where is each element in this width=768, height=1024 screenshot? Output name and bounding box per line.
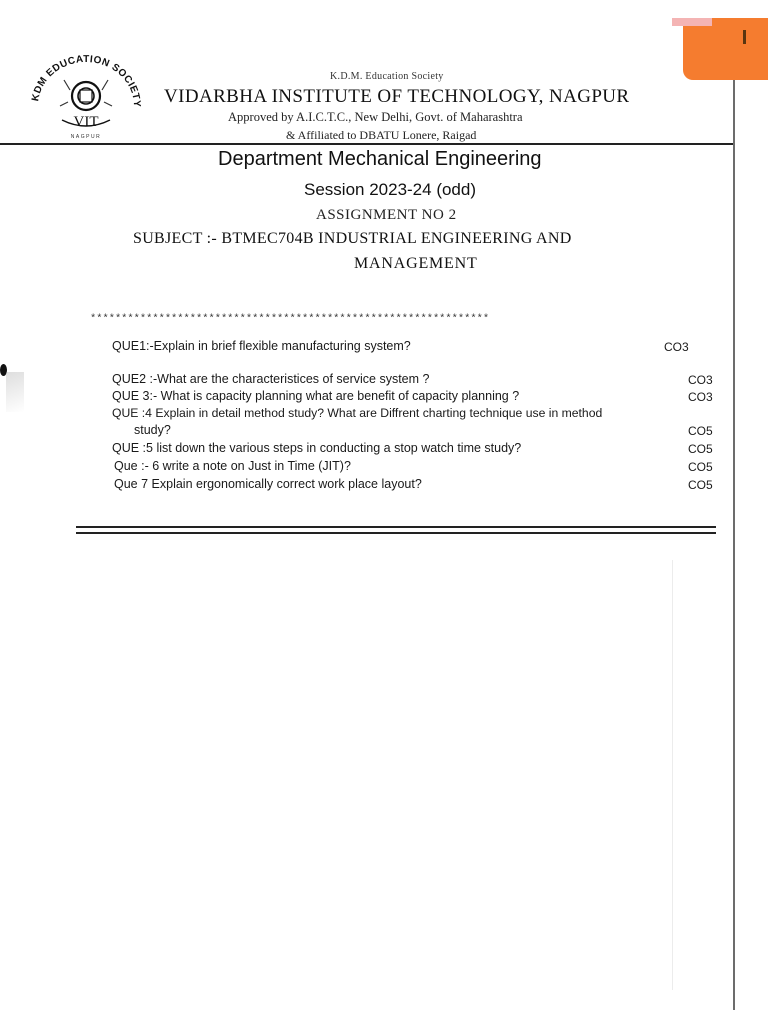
- scan-smudge: [6, 372, 24, 412]
- scan-tab-mark: [743, 30, 746, 44]
- approval-line: Approved by A.I.C.T.C., New Delhi, Govt. of Maharashtra: [228, 110, 523, 124]
- footer-divider-bottom: [76, 532, 716, 534]
- question-6: Que :- 6 write a note on Just in Time (JIT)?: [114, 459, 351, 473]
- question-7: Que 7 Explain ergonomically correct work place layout?: [114, 477, 422, 491]
- session-title: Session 2023-24 (odd): [304, 180, 477, 199]
- question-2-co: CO3: [688, 373, 713, 387]
- svg-text:NAGPUR: NAGPUR: [70, 134, 102, 140]
- assignment-number: ASSIGNMENT NO 2: [316, 207, 457, 223]
- question-3-co: CO3: [688, 390, 713, 404]
- scan-faint-line: [672, 560, 673, 990]
- svg-text:KDM EDUCATION SOCIETY: KDM EDUCATION SOCIETY: [30, 53, 143, 108]
- question-2: QUE2 :-What are the characteristices of service system ?: [112, 372, 430, 386]
- society-name: K.D.M. Education Society: [330, 71, 444, 82]
- department-title: Department Mechanical Engineering: [218, 148, 542, 170]
- question-6-co: CO5: [688, 460, 713, 474]
- scan-color-tab: [683, 18, 768, 80]
- header-divider: [0, 143, 733, 145]
- page-edge: [733, 25, 735, 1010]
- question-5-co: CO5: [688, 442, 713, 456]
- institute-logo: [26, 50, 146, 140]
- question-3: QUE 3:- What is capacity planning what are benefit of capacity planning ?: [112, 389, 520, 403]
- institute-name: VIDARBHA INSTITUTE OF TECHNOLOGY, NAGPUR: [164, 86, 630, 107]
- question-4: QUE :4 Explain in detail method study? What are Diffrent charting technique use in method: [112, 406, 603, 420]
- question-4-co: CO5: [688, 424, 713, 438]
- footer-divider-top: [76, 526, 716, 528]
- affiliation-line: & Affiliated to DBATU Lonere, Raigad: [286, 128, 477, 142]
- question-1-co: CO3: [664, 340, 689, 354]
- subject-line-continued: MANAGEMENT: [354, 255, 478, 272]
- star-separator: ****************************************************************: [90, 313, 490, 325]
- question-7-co: CO5: [688, 478, 713, 492]
- question-1: QUE1:-Explain in brief flexible manufacturing system?: [112, 339, 411, 353]
- question-5: QUE :5 list down the various steps in conducting a stop watch time study?: [112, 441, 522, 455]
- question-4-continued: study?: [134, 423, 171, 437]
- subject-line: SUBJECT :- BTMEC704B INDUSTRIAL ENGINEERING AND: [133, 230, 572, 247]
- scan-color-tab-strip: [672, 18, 712, 26]
- svg-text:VIT: VIT: [73, 114, 99, 130]
